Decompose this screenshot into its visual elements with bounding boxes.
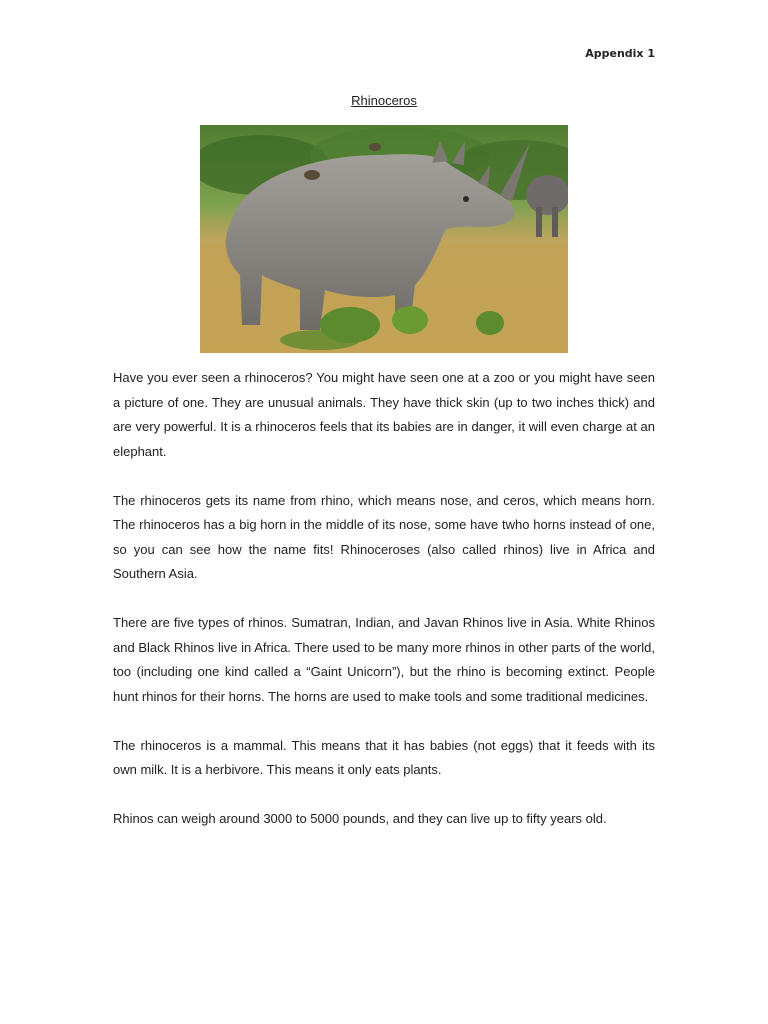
- paragraph: The rhinoceros is a mammal. This means that it has babies (not eggs) that it feeds with its own milk. It is a herbivore. This means it only eats plants.: [113, 737, 655, 777]
- appendix-label: Appendix 1: [585, 47, 655, 60]
- paragraph: Rhinos can weigh around 3000 to 5000 pounds, and they can live up to fifty years old.: [113, 811, 607, 826]
- document-body: [113, 366, 655, 856]
- rhinoceros-photo: [200, 125, 568, 353]
- paragraph: The rhinoceros gets its name from rhino, which means nose, and ceros, which means horn. The rhinoceros has a big horn in the middle of its nose, some have twho horns instead of one, so you can see how the name fits! Rhinoceroses (also called rhinos) live in Africa and Southern Asia.: [113, 492, 655, 581]
- page-title: Rhinoceros: [351, 93, 417, 108]
- paragraph: Have you ever seen a rhinoceros? You might have seen one at a zoo or you might have seen a picture of one. They are unusual animals. They have thick skin (up to two inches thick) and are very powerful. It is a rhinoceros feels that its babies are in danger, it will even charge at an elephant.: [113, 370, 655, 459]
- paragraph: There are five types of rhinos. Sumatran, Indian, and Javan Rhinos live in Asia. White Rhinos and Black Rhinos live in Africa. There used to be many more rhinos in other parts of the world, too (including one kind called a “Gaint Unicorn”), but the rhino is becoming extinct. People hunt rhinos for their horns. The horns are used to make tools and some traditional medicines.: [113, 615, 655, 704]
